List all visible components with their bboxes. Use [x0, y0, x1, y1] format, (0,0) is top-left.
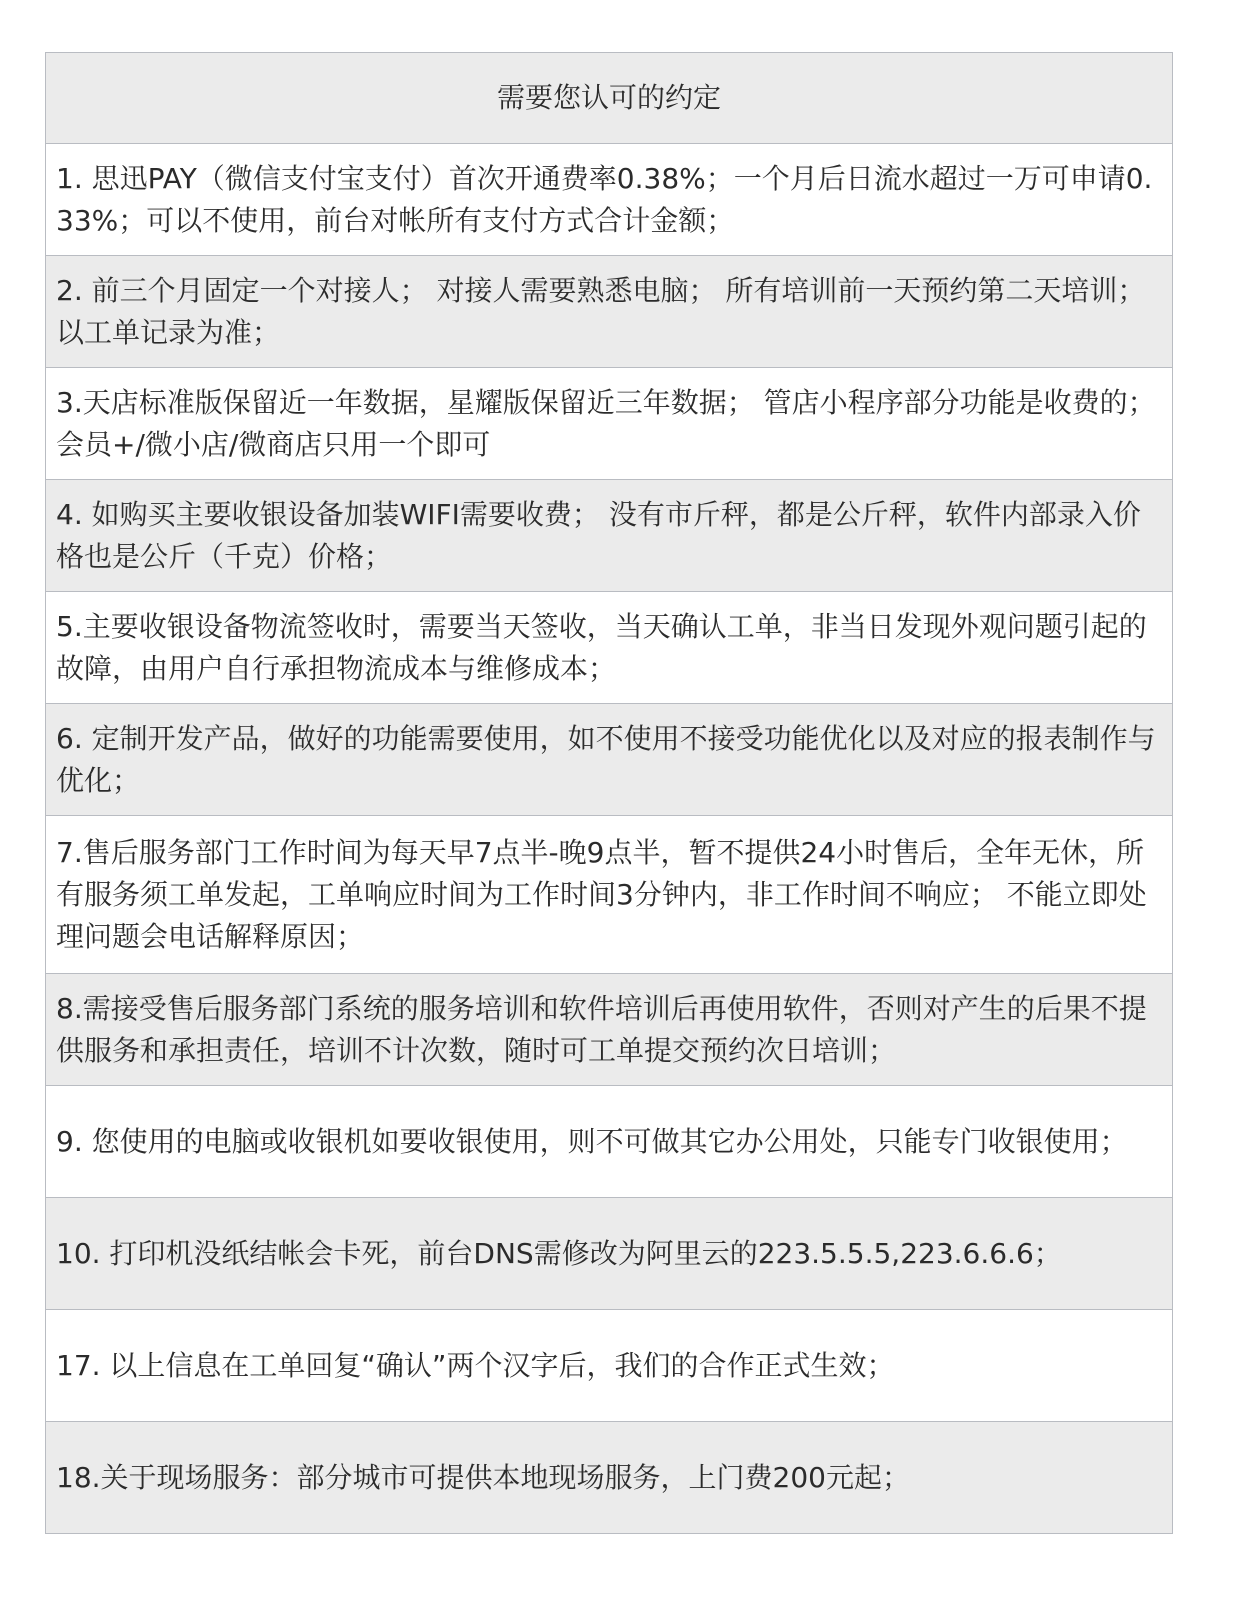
agreement-item-17: 17. 以上信息在工单回复“确认”两个汉字后，我们的合作正式生效；: [46, 1310, 1173, 1422]
agreement-table: [45, 52, 1173, 1534]
table-row: [46, 1310, 1173, 1422]
agreement-item-6: 6. 定制开发产品，做好的功能需要使用，如不使用不接受功能优化以及对应的报表制作与优化；: [46, 704, 1173, 816]
table-row: [46, 974, 1173, 1086]
agreement-item-10: 10. 打印机没纸结帐会卡死，前台DNS需修改为阿里云的223.5.5.5,223.6.6.6；: [46, 1198, 1173, 1310]
table-row: [46, 256, 1173, 368]
agreement-item-7: 7.售后服务部门工作时间为每天早7点半-晚9点半，暂不提供24小时售后，全年无休，所有服务须工单发起，工单响应时间为工作时间3分钟内，非工作时间不响应； 不能立即处理问题会电话解释原因；: [46, 816, 1173, 974]
agreement-item-2: 2. 前三个月固定一个对接人； 对接人需要熟悉电脑； 所有培训前一天预约第二天培训； 以工单记录为准；: [46, 256, 1173, 368]
table-row: [46, 1086, 1173, 1198]
agreement-item-1: 1. 思迅PAY（微信支付宝支付）首次开通费率0.38%；一个月后日流水超过一万可申请0.33%；可以不使用，前台对帐所有支付方式合计金额；: [46, 144, 1173, 256]
table-row: [46, 1422, 1173, 1534]
agreement-item-3: 3.天店标准版保留近一年数据，星耀版保留近三年数据； 管店小程序部分功能是收费的； 会员+/微小店/微商店只用一个即可: [46, 368, 1173, 480]
agreement-item-18: 18.关于现场服务：部分城市可提供本地现场服务，上门费200元起；: [46, 1422, 1173, 1534]
table-header-row: [46, 53, 1173, 144]
table-row: [46, 144, 1173, 256]
table-row: [46, 592, 1173, 704]
table-row: [46, 704, 1173, 816]
agreement-item-9: 9. 您使用的电脑或收银机如要收银使用，则不可做其它办公用处，只能专门收银使用；: [46, 1086, 1173, 1198]
table-row: [46, 816, 1173, 974]
table-row: [46, 480, 1173, 592]
table-row: [46, 368, 1173, 480]
agreement-item-5: 5.主要收银设备物流签收时，需要当天签收，当天确认工单，非当日发现外观问题引起的故障，由用户自行承担物流成本与维修成本；: [46, 592, 1173, 704]
agreement-item-8: 8.需接受售后服务部门系统的服务培训和软件培训后再使用软件，否则对产生的后果不提供服务和承担责任，培训不计次数，随时可工单提交预约次日培训；: [46, 974, 1173, 1086]
table-row: [46, 1198, 1173, 1310]
table-title: 需要您认可的约定: [46, 53, 1173, 144]
agreement-item-4: 4. 如购买主要收银设备加装WIFI需要收费； 没有市斤秤，都是公斤秤，软件内部录入价格也是公斤（千克）价格；: [46, 480, 1173, 592]
